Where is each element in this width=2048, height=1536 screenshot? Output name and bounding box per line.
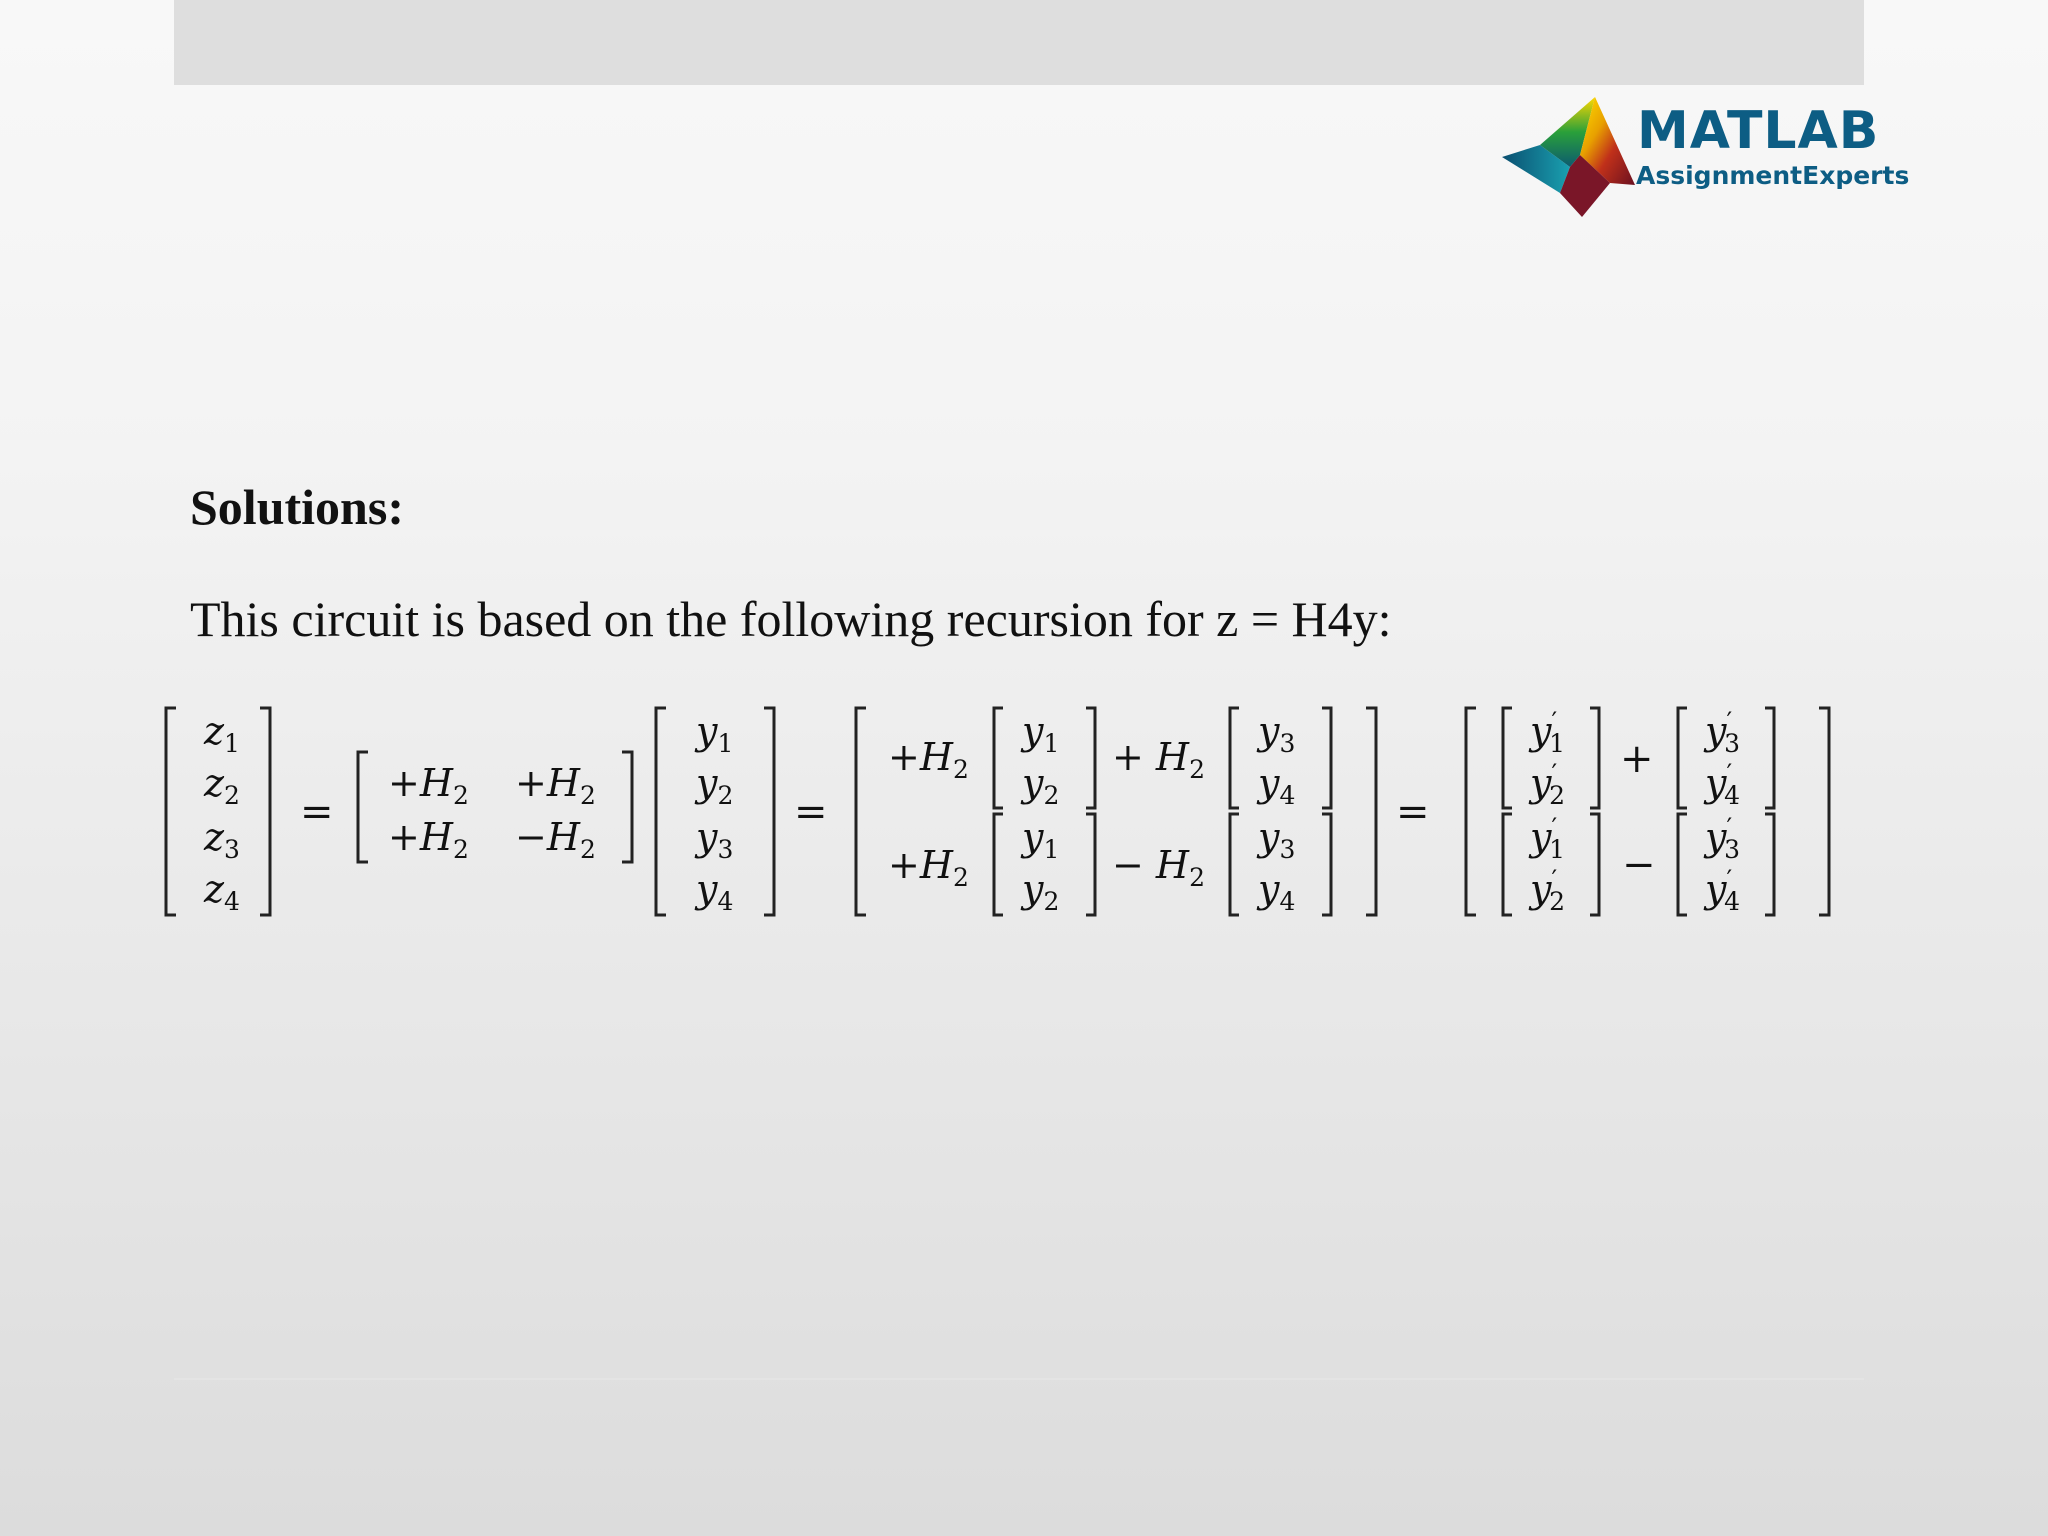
- y2: $y_2$: [1022, 761, 1060, 810]
- bracket: [358, 752, 368, 862]
- y1: $y_1$: [696, 709, 734, 758]
- equals-sign: =: [300, 789, 334, 835]
- plus-sign: +: [1620, 736, 1654, 782]
- bracket: [1503, 814, 1512, 915]
- expanded-minus-h2: − $H_2$: [1112, 843, 1205, 892]
- bracket: [856, 708, 866, 915]
- z4: $z_4$: [204, 867, 240, 916]
- equation-graphic: [160, 700, 1850, 930]
- y4-prime: y′ 4: [1705, 759, 1741, 810]
- bracket: [166, 708, 176, 915]
- matlab-membrane-icon: [1500, 95, 1640, 220]
- block-h-12: $+H_2$: [515, 761, 596, 810]
- y2-prime: y′ 2: [1530, 759, 1566, 810]
- bracket: [1230, 814, 1239, 915]
- y1: $y_1$: [1022, 709, 1060, 758]
- bracket: [1590, 814, 1599, 915]
- y4: $y_4$: [1258, 867, 1296, 916]
- y2: $y_2$: [696, 761, 734, 810]
- bracket: [1230, 708, 1239, 808]
- y4-prime: y′ 4: [1705, 865, 1741, 916]
- y1: $y_1$: [1022, 815, 1060, 864]
- expanded-plus-h2-top: $+H_2$: [888, 735, 969, 784]
- block-h-21: $+H_2$: [388, 815, 469, 864]
- equals-sign: =: [794, 789, 828, 835]
- y1-prime: y′ 1: [1530, 707, 1566, 758]
- slide-heading: Solutions:: [190, 479, 404, 535]
- bracket: [1086, 708, 1095, 808]
- bracket: [994, 814, 1003, 915]
- matlab-logo: [1500, 95, 1910, 220]
- recursion-equation: [160, 700, 1850, 930]
- bracket: [1503, 708, 1512, 808]
- bracket: [1819, 708, 1829, 915]
- footer-rule: [174, 1378, 1864, 1380]
- bracket: [994, 708, 1003, 808]
- z3: $z_3$: [204, 815, 240, 864]
- bracket: [1366, 708, 1376, 915]
- minus-sign: −: [1622, 842, 1656, 888]
- bracket: [1086, 814, 1095, 915]
- bracket: [1678, 708, 1687, 808]
- logo-subtitle: AssignmentExperts: [1636, 161, 1910, 190]
- bracket: [1466, 708, 1476, 915]
- bracket: [764, 708, 774, 915]
- bracket: [1678, 814, 1687, 915]
- expanded-plus-h2: + $H_2$: [1112, 735, 1205, 784]
- bracket: [656, 708, 666, 915]
- bracket: [1765, 814, 1774, 915]
- y3: $y_3$: [696, 815, 734, 864]
- expanded-plus-h2-bottom: $+H_2$: [888, 843, 969, 892]
- y3-prime: y′ 3: [1705, 813, 1741, 864]
- bracket: [1322, 814, 1331, 915]
- z2: $z_2$: [204, 761, 240, 810]
- y3: $y_3$: [1258, 709, 1296, 758]
- title-band: [174, 0, 1864, 85]
- block-h-11: $+H_2$: [388, 761, 469, 810]
- y3: $y_3$: [1258, 815, 1296, 864]
- equals-sign: =: [1396, 789, 1430, 835]
- bracket: [1322, 708, 1331, 808]
- y2: $y_2$: [1022, 867, 1060, 916]
- bracket: [622, 752, 632, 862]
- block-h-22: $-H_2$: [515, 815, 596, 864]
- bracket: [1765, 708, 1774, 808]
- y4: $y_4$: [1258, 761, 1296, 810]
- intro-text: This circuit is based on the following recursion for z = H4y:: [190, 591, 1392, 647]
- bracket: [260, 708, 270, 915]
- bracket: [1590, 708, 1599, 808]
- z1: $z_1$: [204, 709, 240, 758]
- y2-prime: y′ 2: [1530, 865, 1566, 916]
- y1-prime: y′ 1: [1530, 813, 1566, 864]
- logo-title: MATLAB: [1637, 101, 1880, 161]
- y4: $y_4$: [696, 867, 734, 916]
- y3-prime: y′ 3: [1705, 707, 1741, 758]
